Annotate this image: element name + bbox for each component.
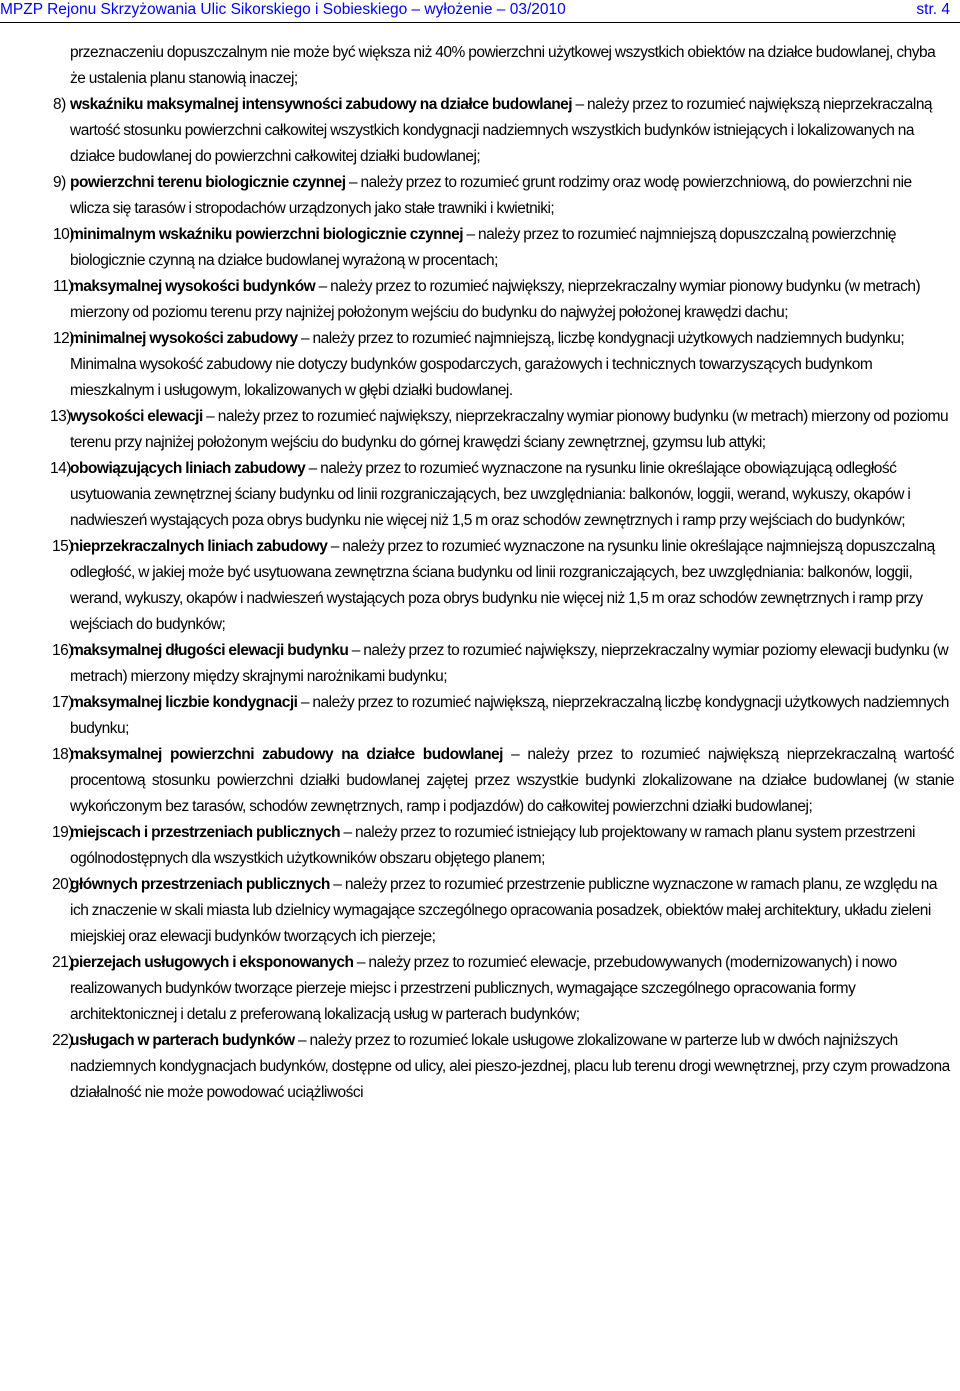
definition-item-20 <box>0 872 960 950</box>
definition-item-9 <box>0 170 960 222</box>
intro-paragraph: przeznaczeniu dopuszczalnym nie może być większa niż 40% powierzchni użytkowej wszystkich obiektów na działce budowlanej, chyba że ustalenia planu stanowią inaczej; <box>70 44 936 87</box>
definition-item-15 <box>0 534 960 638</box>
definition-item-11 <box>0 274 960 326</box>
document-body <box>0 40 960 1106</box>
definition-item-21 <box>0 950 960 1028</box>
defined-term: maksymalnej wysokości budynków <box>70 278 316 295</box>
item-number: 14) <box>50 460 71 477</box>
page-header <box>0 0 960 23</box>
defined-term: maksymalnej liczbie kondygnacji <box>70 694 298 711</box>
definition-item-18 <box>0 742 960 820</box>
defined-term: obowiązujących liniach zabudowy <box>70 460 306 477</box>
item-number: 22) <box>52 1032 73 1049</box>
definition-text: – należy przez to rozumieć największą, nieprzekraczalną liczbę kondygnacji użytkowych nadziemnych budynku; <box>70 694 949 737</box>
defined-term: głównych przestrzeniach publicznych <box>70 876 330 893</box>
definition-text: – należy przez to rozumieć grunt rodzimy oraz wodę powierzchniową, do powierzchni nie wlicza się tarasów i stropodachów urządzonych jako stałe trawniki i kwietniki; <box>70 174 912 217</box>
definition-text: – należy przez to rozumieć największy, nieprzekraczalny wymiar poziomy elewacji budynku (w metrach) mierzony między skrajnymi narożnikami budynku; <box>70 642 949 685</box>
item-number: 9) <box>53 174 66 191</box>
item-number: 12) <box>53 330 74 347</box>
definition-text: – należy przez to rozumieć najmniejszą dopuszczalną powierzchnię biologicznie czynną na działce budowlanej wyrażoną w procentach; <box>70 226 897 269</box>
defined-term: maksymalnej powierzchni zabudowy na działce budowlanej <box>70 746 503 763</box>
item-number: 18) <box>52 746 73 763</box>
page-number: str. 4 <box>916 1 950 18</box>
definition-text: – należy przez to rozumieć wyznaczone na rysunku linie określające obowiązującą odległość usytuowania zewnętrznej ściany budynku od linii rozgraniczających, bez uwzględniania: balkonów, loggii, werand, wykuszy, okapów i nadwieszeń wystających poza obrys budynku nie więcej niż 1,5 m oraz schodów zewnętrznych i ramp przy wejściach do budynków; <box>70 460 911 529</box>
definition-item-13 <box>0 404 960 456</box>
item-number: 15) <box>52 538 73 555</box>
defined-term: miejscach i przestrzeniach publicznych <box>70 824 341 841</box>
defined-term: usługach w parterach budynków <box>70 1032 295 1049</box>
document-title: MPZP Rejonu Skrzyżowania Ulic Sikorskiego i Sobieskiego – wyłożenie – 03/2010 <box>0 1 566 18</box>
item-number: 19) <box>52 824 73 841</box>
definition-item-16 <box>0 638 960 690</box>
defined-term: wskaźniku maksymalnej intensywności zabudowy na działce budowlanej <box>70 96 573 113</box>
definition-item-17 <box>0 690 960 742</box>
definition-item-14 <box>0 456 960 534</box>
item-number: 11) <box>53 278 73 295</box>
definition-item-12 <box>0 326 960 404</box>
definition-text: – należy przez to rozumieć największy, nieprzekraczalny wymiar pionowy budynku (w metrach) mierzony od poziomu terenu przy najniżej położonym wejściu do budynku do najwyżej położonej krawędzi dachu; <box>70 278 921 321</box>
defined-term: maksymalnej długości elewacji budynku <box>70 642 349 659</box>
definition-text: – należy przez to rozumieć największą nieprzekraczalną wartość stosunku powierzchni całkowitej wszystkich kondygnacji nadziemnych wszystkich budynków istniejących i lokalizowanych na działce budowlanej do powierzchni całkowitej działki budowlanej; <box>70 96 933 165</box>
item-number: 16) <box>52 642 73 659</box>
defined-term: pierzejach usługowych i eksponowanych <box>70 954 354 971</box>
item-number: 10) <box>53 226 74 243</box>
defined-term: minimalnej wysokości zabudowy <box>70 330 298 347</box>
item-number: 13) <box>50 408 71 425</box>
definition-item-8 <box>0 92 960 170</box>
defined-term: wysokości elewacji <box>70 408 203 425</box>
definition-text: – należy przez to rozumieć istniejący lub projektowany w ramach planu system przestrzeni ogólnodostępnych dla wszystkich użytkowników obszaru objętego planem; <box>70 824 915 867</box>
defined-term: nieprzekraczalnych liniach zabudowy <box>70 538 328 555</box>
definition-text: – należy przez to rozumieć przestrzenie publiczne wyznaczone w ramach planu, ze względu na ich znaczenie w skali miasta lub dzielnicy wymagające szczególnego opracowania posadzek, obiektów małej architektury, układu zieleni miejskiej oraz elewacji budynków tworzących ich pierzeje; <box>70 876 938 945</box>
definition-text: – należy przez to rozumieć najmniejszą, liczbę kondygnacji użytkowych nadziemnych budynku; Minimalna wysokość zabudowy nie dotyczy budynków gospodarczych, garażowych i technicznych towarzyszących budynkom mieszkalnym i usługowym, lokalizowanych w głębi działki budowlanej. <box>70 330 905 399</box>
definition-text: – należy przez to rozumieć największy, nieprzekraczalny wymiar pionowy budynku (w metrach) mierzony od poziomu terenu przy najniżej położonym wejściu do budynku do górnej krawędzi ściany zewnętrznej, gzymsu lub attyki; <box>70 408 949 451</box>
definition-text: – należy przez to rozumieć elewacje, przebudowywanych (modernizowanych) i nowo realizowanych budynków tworzące pierzeje miejsc i przestrzeni publicznych, wymagające szczególnego opracowania formy architektonicznej i detalu z preferowaną lokalizacją usług w parterach budynków; <box>70 954 897 1023</box>
definition-text: – należy przez to rozumieć wyznaczone na rysunku linie określające najmniejszą dopuszczalną odległość, w jakiej może być usytuowana zewnętrzna ściana budynku od linii rozgraniczających, bez uwzględniania: balkonów, loggii, werand, wykuszy, okapów i nadwieszeń wystających poza obrys budynku nie więcej niż 1,5 m oraz schodów zewnętrznych i ramp przy wejściach do budynków; <box>70 538 935 633</box>
definition-item-10 <box>0 222 960 274</box>
item-number: 17) <box>52 694 73 711</box>
definition-text: – należy przez to rozumieć największą nieprzekraczalną wartość procentową stosunku powierzchni działki budowlanej zajętej przez wszystkie budynki zlokalizowane na działce budowlanej (w stanie wykończonym bez tarasów, schodów zewnętrznych, ramp i podjazdów) do całkowitej powierzchni działki budowlanej; <box>70 746 954 815</box>
item-number: 8) <box>53 96 66 113</box>
definition-text: – należy przez to rozumieć lokale usługowe zlokalizowane w parterze lub w dwóch najniższych nadziemnych kondygnacjach budynków, dostępne od ulicy, alei pieszo-jezdnej, placu lub terenu drogi wewnętrznej, przy czym prowadzona działalność nie może powodować uciążliwości <box>70 1032 950 1101</box>
item-number: 20) <box>52 876 73 893</box>
defined-term: minimalnym wskaźniku powierzchni biologicznie czynnej <box>70 226 464 243</box>
defined-term: powierzchni terenu biologicznie czynnej <box>70 174 346 191</box>
item-number: 21) <box>52 954 73 971</box>
definition-item-19 <box>0 820 960 872</box>
definition-item-22 <box>0 1028 960 1106</box>
